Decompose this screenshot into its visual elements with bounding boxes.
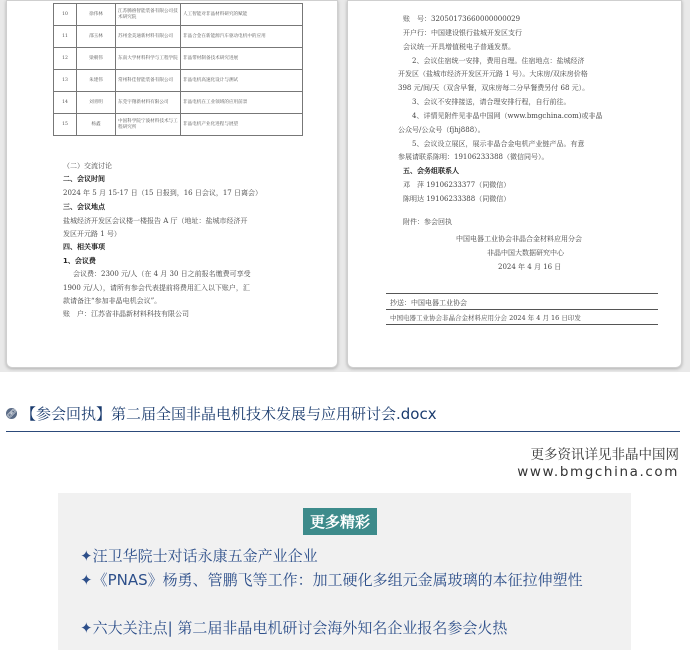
- table-cell: 12: [54, 48, 77, 70]
- fee-text: 1900 元/人），请所有参会代表提前将费用汇入以下账户，汇: [63, 284, 250, 292]
- lodging-text: 2、会议住宿统一安排，费用自理。住宿地点：盐城经济: [412, 57, 585, 65]
- attachment-filename[interactable]: 【参会回执】第二届全国非晶电机技术发展与应用研讨会.docx: [21, 405, 437, 423]
- organizer-text: 中国电器工业协会非晶合金材料应用分会: [456, 235, 582, 243]
- table-cell: 11: [54, 26, 77, 48]
- issue-date-text: 2024 年 4 月 16 日: [498, 263, 562, 271]
- divider: [386, 293, 658, 294]
- meeting-place-text: 盐城经济开发区会议楼一楼报告 A 厅（地址：盐城市经济开: [63, 217, 248, 225]
- meeting-place-text: 发区开元路 1 号）: [63, 230, 121, 238]
- footer-text: 中国电器工业协会非晶合金材料应用分会 2024 年 4 月 16 日印发: [390, 314, 581, 322]
- lodging-text: 开发区（盐城市经济开发区开元路 1 号）。大床房/双床房价格: [398, 70, 588, 78]
- attachment-link[interactable]: [6, 403, 437, 424]
- table-cell: 15: [54, 114, 77, 136]
- more-articles-box: [58, 493, 631, 650]
- speaker-table: [53, 3, 303, 136]
- table-cell: 邵玉林: [77, 26, 116, 48]
- paperclip-icon: 🔗︎: [6, 408, 17, 418]
- table-cell: 杨鑫: [77, 114, 116, 136]
- table-row: [54, 70, 303, 92]
- invoice-text: 会议统一开具增值税电子普通发票。: [403, 43, 515, 51]
- details-text: 公众号/公众号（fjhj888）。: [398, 126, 485, 134]
- table-cell: 东莞宇翔新材料有限公司: [116, 92, 181, 114]
- table-cell: 人工智能对非晶材料研究的赋能: [181, 4, 303, 26]
- table-cell: 14: [54, 92, 77, 114]
- divider: [386, 324, 658, 325]
- fee-text: 会议费：2300 元/人（在 4 月 30 日之前报名缴费可享受: [73, 270, 251, 278]
- lodging-text: 398 元/间/天（双含早餐，双床房每二分早餐费另付 68 元）。: [398, 84, 590, 92]
- transport-text: 3、会议不安排接送，请合理安排行程，自行前往。: [412, 98, 571, 106]
- account-number-text: 账 号：32050173660000000029: [403, 15, 521, 23]
- table-cell: 梁朝伟: [77, 48, 116, 70]
- divider: [386, 309, 658, 310]
- subsection-heading: 1、会议费: [63, 257, 96, 265]
- divider: [6, 431, 680, 432]
- table-cell: 中国科学院宁波材料技术与工程研究所: [116, 114, 181, 136]
- table-row: [54, 92, 303, 114]
- appendix-text: 附件：参会回执: [403, 218, 452, 226]
- table-row: [54, 26, 303, 48]
- exhibit-text: 参展请联系陈明：19106233388（微信同号）。: [398, 153, 549, 161]
- exhibit-text: 5、会议设立展区，展示非晶合金电机产业链产品。有意: [412, 140, 585, 148]
- table-cell: 徐伟林: [77, 4, 116, 26]
- cc-text: 抄送：中国电器工业协会: [390, 299, 467, 307]
- table-cell: 江苏腾禧智能装备有限公司技术研究院: [116, 4, 181, 26]
- section-heading: 二、会议时间: [63, 175, 105, 183]
- table-cell: 非晶合金在新能源汽车驱动电机中的应用: [181, 26, 303, 48]
- table-cell: 常州科佳智能装备有限公司: [116, 70, 181, 92]
- contact-text: 邓 萍 19106233377（同微信）: [403, 181, 511, 189]
- details-text: 4、详情见附件见非晶中国网（www.bmgchina.com)或非晶: [412, 112, 603, 120]
- fee-text: 款请备注“参加非晶电机会议”。: [63, 297, 162, 305]
- more-info-text: 更多资讯详见非晶中国网: [530, 447, 679, 463]
- table-row: [54, 48, 303, 70]
- table-cell: 东南大学材料科学与工程学院: [116, 48, 181, 70]
- article-link[interactable]: ✦六大关注点| 第二届非晶电机研讨会海外知名企业报名参会火热: [80, 619, 508, 637]
- website-url: www.bmgchina.com: [517, 464, 679, 480]
- section-heading: 四、相关事项: [63, 243, 105, 251]
- document-page-right: [347, 0, 682, 368]
- table-cell: 13: [54, 70, 77, 92]
- table-cell: 刘青明: [77, 92, 116, 114]
- table-cell: 朱建伟: [77, 70, 116, 92]
- exchange-heading: （二）交流讨论: [63, 162, 112, 170]
- organizer-text: 非晶中国大数据研究中心: [487, 249, 564, 257]
- table-cell: 非晶带材制备技术研究进展: [181, 48, 303, 70]
- article-link[interactable]: ✦《PNAS》杨勇、管鹏飞等工作：加工硬化多组元金属玻璃的本征拉伸塑性: [80, 571, 583, 589]
- more-articles-badge: 更多精彩: [303, 508, 377, 535]
- article-link[interactable]: ✦汪卫华院士对话永康五金产业企业: [80, 547, 318, 565]
- account-text: 账 户：江苏省非晶新材料科技有限公司: [63, 310, 189, 318]
- document-page-left: [6, 0, 338, 368]
- table-cell: 10: [54, 4, 77, 26]
- meeting-time-text: 2024 年 5 月 15-17 日（15 日报到，16 日会议，17 日离会）: [63, 189, 262, 197]
- bank-text: 开户行：中国建设银行盐城开发区支行: [403, 29, 522, 37]
- table-cell: 非晶电机在工业领域的应用前景: [181, 92, 303, 114]
- table-row: [54, 114, 303, 136]
- section-heading: 三、会议地点: [63, 203, 105, 211]
- section-heading: 五、会务组联系人: [403, 167, 459, 175]
- table-cell: 苏州金美通新材料有限公司: [116, 26, 181, 48]
- table-cell: 非晶电机产业化进程与展望: [181, 114, 303, 136]
- table-row: [54, 4, 303, 26]
- contact-text: 陈明达 19106233388（同微信）: [403, 195, 511, 203]
- table-cell: 非晶电机高速化设计与测试: [181, 70, 303, 92]
